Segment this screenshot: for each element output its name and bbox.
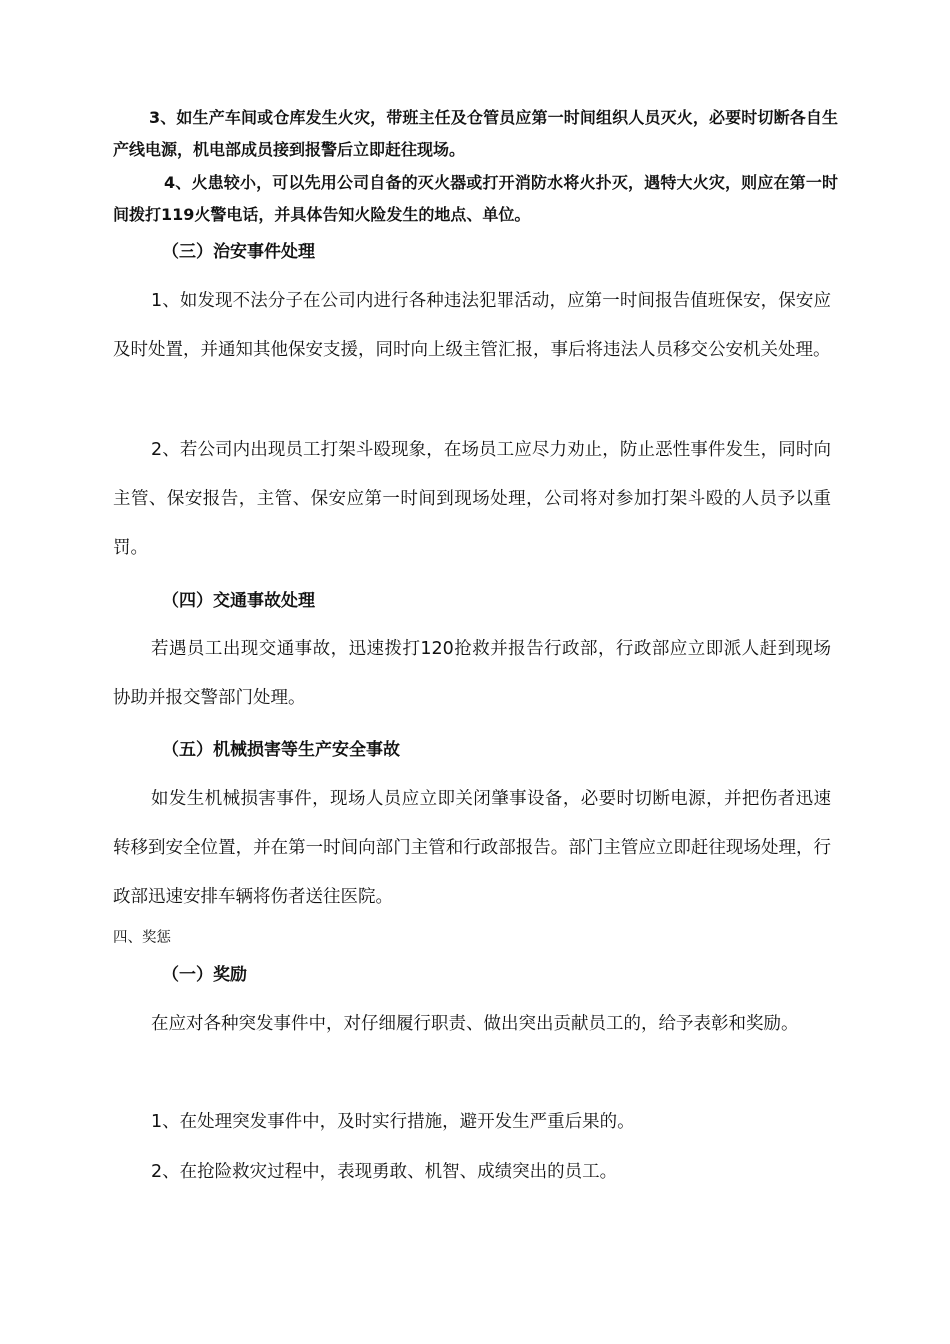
traffic-heading: （四）交通事故处理: [162, 591, 315, 611]
traffic-text: 若遇员工出现交通事故，迅速拨打120抢救并报告行政部，行政部应立即派人赶到现场协助并报交警部门处理。: [113, 639, 831, 708]
rewards-heading: （一）奖励: [162, 965, 247, 985]
security-item-2: 2、若公司内出现员工打架斗殴现象，在场员工应尽力劝止，防止恶性事件发生，同时向主管、保安报告，主管、保安应第一时间到现场处理，公司将对参加打架斗殴的人员予以重罚。: [113, 440, 831, 558]
rewards-item-2: 2、在抢险救灾过程中，表现勇敢、机智、成绩突出的员工。: [151, 1162, 618, 1182]
rewards-section-title: 四、奖惩: [113, 930, 171, 946]
security-item-1: 1、如发现不法分子在公司内进行各种违法犯罪活动，应第一时间报告值班保安，保安应及时处置，并通知其他保安支援，同时向上级主管汇报，事后将违法人员移交公安机关处理。: [113, 291, 831, 360]
security-heading: （三）治安事件处理: [162, 242, 315, 262]
rewards-intro: 在应对各种突发事件中，对仔细履行职责、做出突出贡献员工的，给予表彰和奖励。: [151, 1014, 799, 1034]
machinery-text: 如发生机械损害事件，现场人员应立即关闭肇事设备，必要时切断电源，并把伤者迅速转移到安全位置，并在第一时间向部门主管和行政部报告。部门主管应立即赶往现场处理，行政部迅速安排车辆将伤者送往医院。: [113, 789, 831, 907]
rewards-item-1: 1、在处理突发事件中，及时实行措施，避开发生严重后果的。: [151, 1112, 635, 1132]
machinery-heading: （五）机械损害等生产安全事故: [162, 740, 400, 760]
fire-item-4: 4、火患较小，可以先用公司自备的灭火器或打开消防水将火扑灭，遇特大火灾，则应在第一时间拨打119火警电话，并具体告知火险发生的地点、单位。: [113, 173, 838, 224]
fire-item-3: 3、如生产车间或仓库发生火灾，带班主任及仓管员应第一时间组织人员灭火，必要时切断各自生产线电源，机电部成员接到报警后立即赶往现场。: [113, 108, 838, 159]
